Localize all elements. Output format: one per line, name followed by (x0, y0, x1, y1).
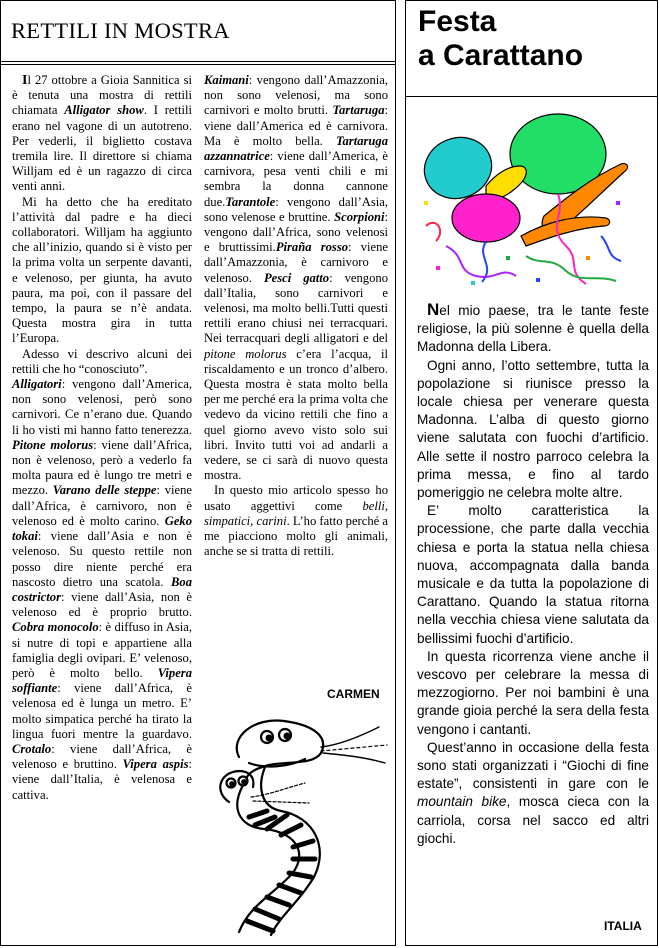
title-divider (406, 96, 657, 97)
reptile-description: : viene dall’Africa, è velenosa ed è lunga un metro. E’ molto simpatica perché ha tirato la lingua fuori mentre la guardavo. (12, 681, 192, 741)
paragraph: In questo mio articolo spesso ho usato aggettivi come belli, simpatici, carini. L’ho fatto perché a me piacciono molto gli animali, anche se si tratta di rettili. (204, 483, 388, 559)
reptile-name: Kaimani (204, 73, 249, 87)
reptile-description: : vengono dall’Amazzonia, non sono velenosi, ma sono carnivori e molto brutti. (204, 73, 388, 118)
reptile-name: Vipera aspis (122, 757, 189, 772)
reptile-name: Tartaruga azzannatrice (204, 133, 388, 164)
paragraph-text: c’era l’acqua, il riscaldamento e un tronco d’albero. Questa mostra è stata molto bella per me perché era la prima volta che vedevo da vicino rettili che fino a quel giorno avevo visto solo sui libri. Invito tutti voi ad andarli a vedere, se ci sarà di nuovo questa mostra. (204, 346, 388, 483)
reptile-name: Alligatori (12, 377, 62, 392)
reptile-description: : viene dall’Amazzonia, è carnivoro e velenoso. (204, 240, 389, 285)
reptile-description: : viene dall’Africa, è velenoso e bruttino. (12, 741, 192, 772)
reptile-name: Varano delle steppe (52, 483, 157, 498)
article-title: RETTILI IN MOSTRA (11, 18, 230, 43)
reptile-name: Boa costrictor (12, 574, 192, 604)
reptile-list (12, 377, 192, 803)
reptile-list (204, 73, 388, 483)
reptile-description: : è diffuso in Asia, si nutre di topi e appartiene alla famiglia degli ovipari. E’ velenoso, però è molto bello. (12, 620, 192, 680)
reptile-description: : viene dall’America ed è carnivora. Ma è molto bella. (204, 103, 388, 148)
signature: CARMEN (327, 687, 380, 701)
reptile-description: : vengono dall’Asia, sono velenose e bruttine. (204, 194, 388, 224)
paragraph: In questa ricorrenza viene anche il vescovo per celebrare la messa di mezzogiorno. Per noi bambini è una grande gioia perché la sera della festa vengono i cantanti. (417, 648, 649, 737)
reptile-description: : viene dall’Africa, non è velenoso, però a vederlo fa molta paura ed è lungo tre metri e mezzo. (12, 437, 192, 498)
reptile-name: Crotalo (12, 741, 52, 756)
paragraph: Adesso vi descrivo alcuni dei rettili che ho “conosciuto”. (12, 346, 192, 376)
species-name: pitone molorus (204, 346, 287, 361)
reptile-name: Tarantole (225, 194, 276, 209)
snake-illustration (209, 707, 389, 942)
reptile-name: Scorpioni (334, 209, 385, 224)
title-divider (1, 64, 395, 65)
paragraph: E’ molto caratteristica la processione, che parte dalla vecchia chiesa e porta la statua nella chiesa nuova, accompagnata dalla banda musicale e da tutta la popolazione di Carattano. Quando la statua ritorna nella vecchia chiesa viene salutata da bellissimi fuochi d’artificio. (417, 503, 649, 646)
reptile-name: Tartaruga (332, 103, 385, 118)
reptile-description: : viene dall’Africa, è carnivoro, non è velenoso ed è molto carino. (12, 483, 192, 528)
reptile-description: : vengono dall’Africa, sono velenosi e bruttissimi. (204, 209, 388, 255)
reptile-name: Pesci gatto (263, 270, 330, 285)
column-2 (204, 73, 388, 560)
column-1 (12, 73, 192, 803)
reptile-description: : vengono dall’America, non sono velenosi, però sono carnivori. Ce n’erano due. Quando li ho visti mi hanno fatto tenerezza. (12, 377, 192, 437)
reptile-name: Pitone molorus (12, 437, 94, 452)
reptile-description: : vengono dall’Italia, sono carnivori e velenosi, ma molto belli.Tutti questi rettili erano chiusi nei terracquari. Nei terracquari degli alligatori e del (204, 270, 388, 346)
paragraph: Quest’anno in occasione della festa sono stati organizzati i “Giochi di fine estate”, consistenti in gare con le mountain bike, mosca cieca con la carriola, corsa nel sacco ed altri giochi. (417, 739, 650, 846)
reptile-description: : viene dall’Asia e non è velenoso. Su questo rettile non posso dire niente perché era nascosto dietro una scatola. (12, 529, 192, 589)
article-festa (405, 0, 658, 946)
reptile-description: : viene dall’Asia, non è velenoso ed è proprio brutto. (12, 589, 192, 620)
reptile-description: : viene dall’Italia, è velenosa e cattiva. (12, 757, 192, 802)
paragraph: Ogni anno, l’otto settembre, tutta la popolazione si riunisce presso la locale chiesa per venerare questa Madonna. L’alba di questo giorno viene salutata con fuochi d’artificio. Alle sette il nostro parroco celebra la prima messa, e fino al tardo pomeriggio ne celebra molte altre. (417, 357, 649, 501)
reptile-name: Piraña rosso (275, 240, 349, 255)
article-title: Festa a Carattano (418, 5, 584, 72)
signature: ITALIA (604, 919, 642, 933)
article-body (417, 301, 649, 848)
balloons-illustration (416, 106, 636, 291)
paragraph: Nel mio paese, tra le tante feste religiose, la più solenne è quella della Madonna della Libera. (417, 300, 649, 355)
title-divider (1, 61, 395, 62)
reptile-name: Cobra monocolo (12, 620, 99, 635)
paragraph: Mi ha detto che ha ereditato l’attività dal padre e ha dieci collaboratori. Willjam ha aggiunto che all’inizio, quando si è visto per la prima volta un serpente davanti, e velenoso, per giunta, ha avuto paura, ma poi, con il passare del tempo, la paura se n’è andata. Questa mostra gira in tutta l’Europa. (12, 194, 192, 346)
reptile-name: Vipera soffiante (12, 665, 192, 696)
reptile-name: Geko tokai (12, 513, 192, 544)
reptile-description: : viene dall’America, è carnivora, pesa venti chili e mi sembra la donna cannone due. (204, 149, 388, 209)
paragraph: Il 27 ottobre a Gioia Sannitica si è tenuta una mostra di rettili chiamata Alligator show. I rettili erano nel vagone di un autotreno. Per vederli, il biglietto costava tremila lire. Il direttore si chiama Willjam ed è un ragazzo di circa venti anni. (12, 73, 192, 194)
